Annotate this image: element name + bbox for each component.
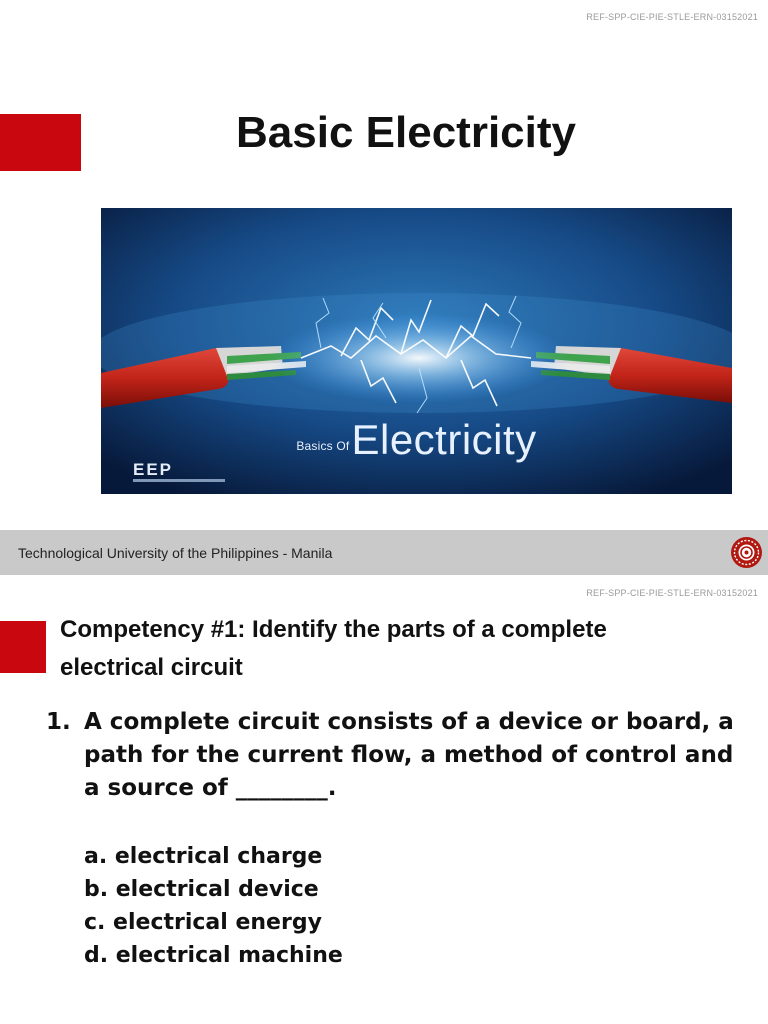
slide-title: Basic Electricity bbox=[236, 108, 576, 157]
competency-line-2: electrical circuit bbox=[60, 654, 243, 681]
option-a: a. electrical charge bbox=[84, 844, 323, 869]
competency-heading bbox=[60, 611, 720, 687]
reference-code: REF-SPP-CIE-PIE-STLE-ERN-03152021 bbox=[586, 588, 758, 598]
answer-options bbox=[84, 840, 343, 972]
option-d: d. electrical machine bbox=[84, 943, 343, 968]
hero-caption-small: Basics Of bbox=[296, 439, 350, 453]
eep-logo: EEP bbox=[133, 460, 174, 479]
hero-image bbox=[101, 208, 732, 494]
hero-caption bbox=[101, 416, 732, 464]
eep-logo-underline bbox=[133, 479, 225, 482]
competency-line-1: Competency #1: Identify the parts of a complete bbox=[60, 616, 607, 643]
question-slide bbox=[0, 578, 768, 1024]
option-c: c. electrical energy bbox=[84, 910, 322, 935]
hero-caption-big: Electricity bbox=[351, 416, 537, 463]
question-text: A complete circuit consists of a device or board, a path for the current flow, a method of control and a source of ________. bbox=[84, 709, 734, 801]
reference-code: REF-SPP-CIE-PIE-STLE-ERN-03152021 bbox=[586, 12, 758, 22]
option-b: b. electrical device bbox=[84, 877, 319, 902]
accent-block bbox=[0, 621, 46, 673]
footer-bar bbox=[0, 530, 768, 575]
university-seal-icon bbox=[730, 536, 763, 569]
institution-name: Technological University of the Philippines - Manila bbox=[18, 545, 333, 561]
question-1 bbox=[46, 706, 736, 805]
question-number: 1. bbox=[46, 709, 71, 735]
